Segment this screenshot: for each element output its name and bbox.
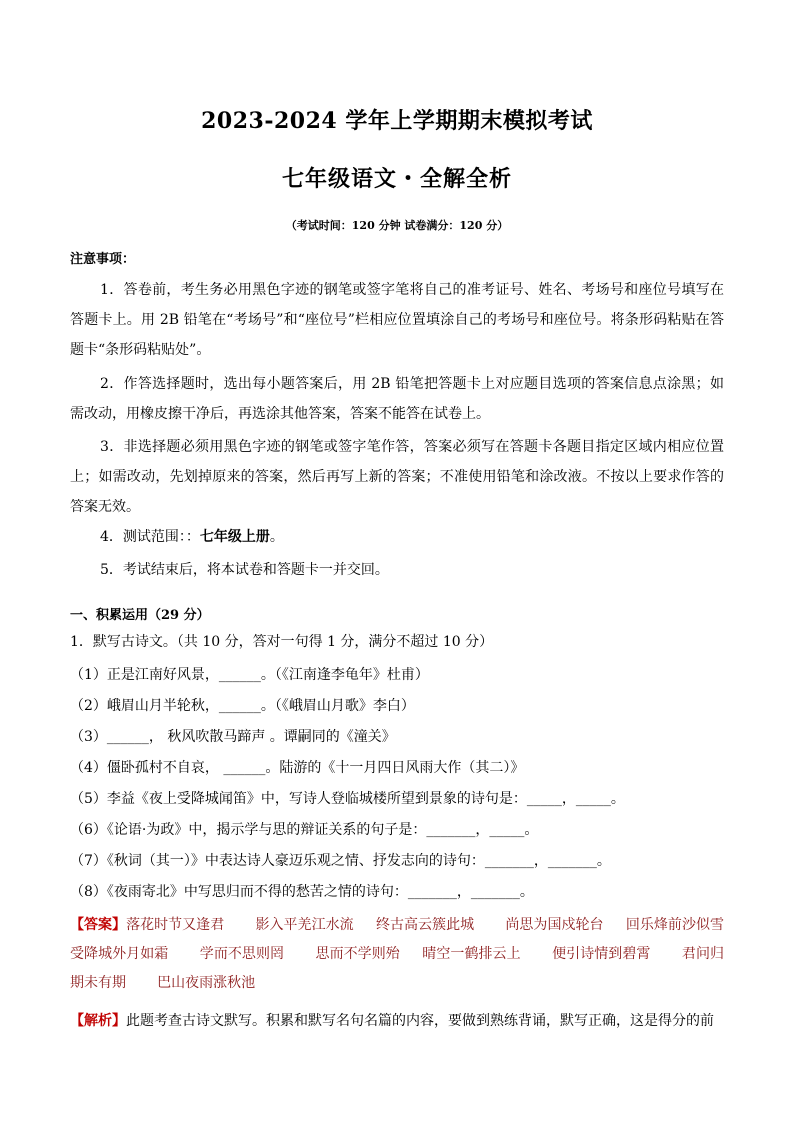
notice-item-5: 5．考试结束后，将本试卷和答题卡一并交回。 <box>100 562 389 578</box>
question-item: （8）《夜雨寄北》中写思归而不得的愁苦之情的诗句：_______，_______。 <box>70 884 534 900</box>
answer-block <box>70 911 747 998</box>
exam-meta: （考试时间：120 分钟 试卷满分：120 分） <box>285 219 509 232</box>
analysis-tag: 【解析】 <box>70 1013 126 1029</box>
notice-item-4-suffix: 。 <box>269 529 284 545</box>
notice-item-4 <box>70 522 724 552</box>
question-1: 1．默写古诗文。（共 10 分，答对一句得 1 分，满分不超过 10 分） <box>70 634 494 650</box>
question-item: （7）《秋词（其一）》中表达诗人豪迈乐观之情、抒发志向的诗句：_______，_______。 <box>70 853 611 869</box>
section-heading: 一、积累运用（29 分） <box>70 608 210 623</box>
answer-text: 落花时节又逢君 影入平羌江水流 终古高云簇此城 尚思为国戍轮台 回乐烽前沙似雪 受降城外月如霜 学而不思则罔 思而不学则殆 晴空一鹤排云上 便引诗情到碧霄 君问归期未有期 巴山夜雨涨秋池 <box>70 917 747 991</box>
question-item: （3）______， 秋风吹散马蹄声 。谭嗣同的《潼关》 <box>70 729 396 745</box>
question-item: （2）峨眉山月半轮秋，______。（《峨眉山月歌》李白） <box>70 698 415 714</box>
notice-heading: 注意事项： <box>70 252 136 267</box>
notice-item-3: 3．非选择题必须用黑色字迹的钢笔或签字笔作答，答案必须写在答题卡各题目指定区域内相应位置上；如需改动，先划掉原来的答案，然后再写上新的答案；不准使用铅笔和涂改液。不按以上要求作答的答案无效。 <box>70 439 724 515</box>
question-item: （6）《论语·为政》中，揭示学与思的辩证关系的句子是：_______，_____。 <box>70 822 539 838</box>
question-item: （4）僵卧孤村不自哀， ______。陆游的《十一月四日风雨大作（其二）》 <box>70 760 525 776</box>
notice-item-4-prefix: 4．测试范围：： <box>100 529 200 545</box>
answer-tag: 【答案】 <box>70 917 127 933</box>
notice-item-1: 1．答卷前，考生务必用黑色字迹的钢笔或签字笔将自己的准考证号、姓名、考场号和座位号填写在答题卡上。用 2B 铅笔在“考场号”和“座位号”栏相应位置填涂自己的考场号和座位号。将条形码粘贴在答题卡“条形码粘贴处”。 <box>70 282 724 358</box>
exam-subtitle: 七年级语文・全解全析 <box>281 166 512 192</box>
notice-item-4-scope: 七年级上册 <box>199 529 270 545</box>
analysis-text: 此题考查古诗文默写。积累和默写名句名篇的内容，要做到熟练背诵，默写正确，这是得分的前 <box>126 1013 714 1029</box>
analysis-block <box>70 1007 724 1036</box>
exam-title: 2023-2024 学年上学期期末模拟考试 <box>201 108 593 134</box>
question-item: （1）正是江南好风景，______。（《江南逢李龟年》杜甫） <box>70 667 429 683</box>
notice-item-2: 2．作答选择题时，选出每小题答案后，用 2B 铅笔把答题卡上对应题目选项的答案信息点涂黑；如需改动，用橡皮擦干净后，再选涂其他答案，答案不能答在试卷上。 <box>70 376 724 422</box>
question-item: （5）李益《夜上受降城闻笛》中，写诗人登临城楼所望到景象的诗句是：_____，_____。 <box>70 791 625 807</box>
